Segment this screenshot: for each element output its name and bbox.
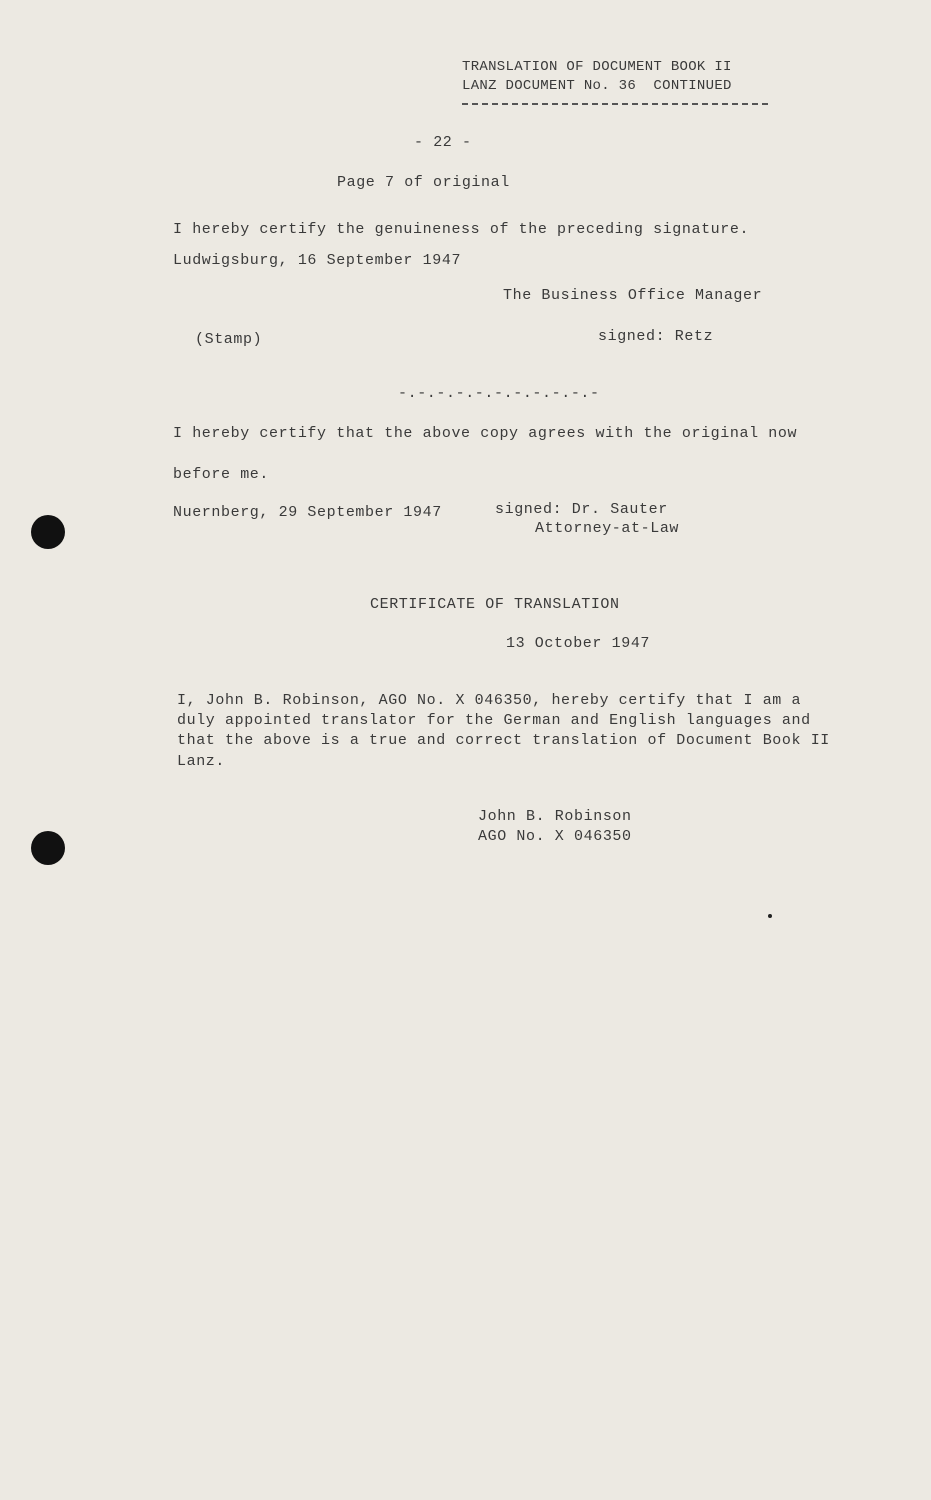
copy-certification-statement: I hereby certify that the above copy agrees with the original now <box>173 425 798 442</box>
signature-certification-statement: I hereby certify the genuineness of the preceding signature. <box>173 221 750 238</box>
translation-body-line: Lanz. <box>177 753 226 770</box>
page-of-original: Page 7 of original <box>337 174 510 191</box>
ink-speck <box>768 914 772 918</box>
translation-body-line: duly appointed translator for the German and English languages and <box>177 712 811 729</box>
copy-certification-place-date: Nuernberg, 29 September 1947 <box>173 504 442 521</box>
translation-body-line: I, John B. Robinson, AGO No. X 046350, hereby certify that I am a <box>177 692 802 709</box>
translator-ago-number: AGO No. X 046350 <box>478 828 632 845</box>
header-underline <box>462 103 768 105</box>
page-number: - 22 - <box>414 134 472 151</box>
punch-hole <box>31 831 65 865</box>
translation-certificate-date: 13 October 1947 <box>506 635 651 652</box>
header-title: TRANSLATION OF DOCUMENT BOOK II <box>462 59 732 75</box>
signed-sauter: signed: Dr. Sauter <box>495 501 668 518</box>
business-office-manager-title: The Business Office Manager <box>503 287 763 304</box>
translator-name: John B. Robinson <box>478 808 632 825</box>
header-subtitle: LANZ DOCUMENT No. 36 CONTINUED <box>462 78 732 94</box>
signature-certification-place-date: Ludwigsburg, 16 September 1947 <box>173 252 462 269</box>
section-separator: -.-.-.-.-.-.-.-.-.-.- <box>398 385 600 402</box>
signed-retz: signed: Retz <box>598 328 714 345</box>
copy-certification-statement-cont: before me. <box>173 466 270 483</box>
attorney-title: Attorney-at-Law <box>535 520 680 537</box>
stamp-note: (Stamp) <box>195 331 263 348</box>
punch-hole <box>31 515 65 549</box>
translation-certificate-heading: CERTIFICATE OF TRANSLATION <box>370 596 620 613</box>
translation-body-line: that the above is a true and correct translation of Document Book II <box>177 732 830 749</box>
